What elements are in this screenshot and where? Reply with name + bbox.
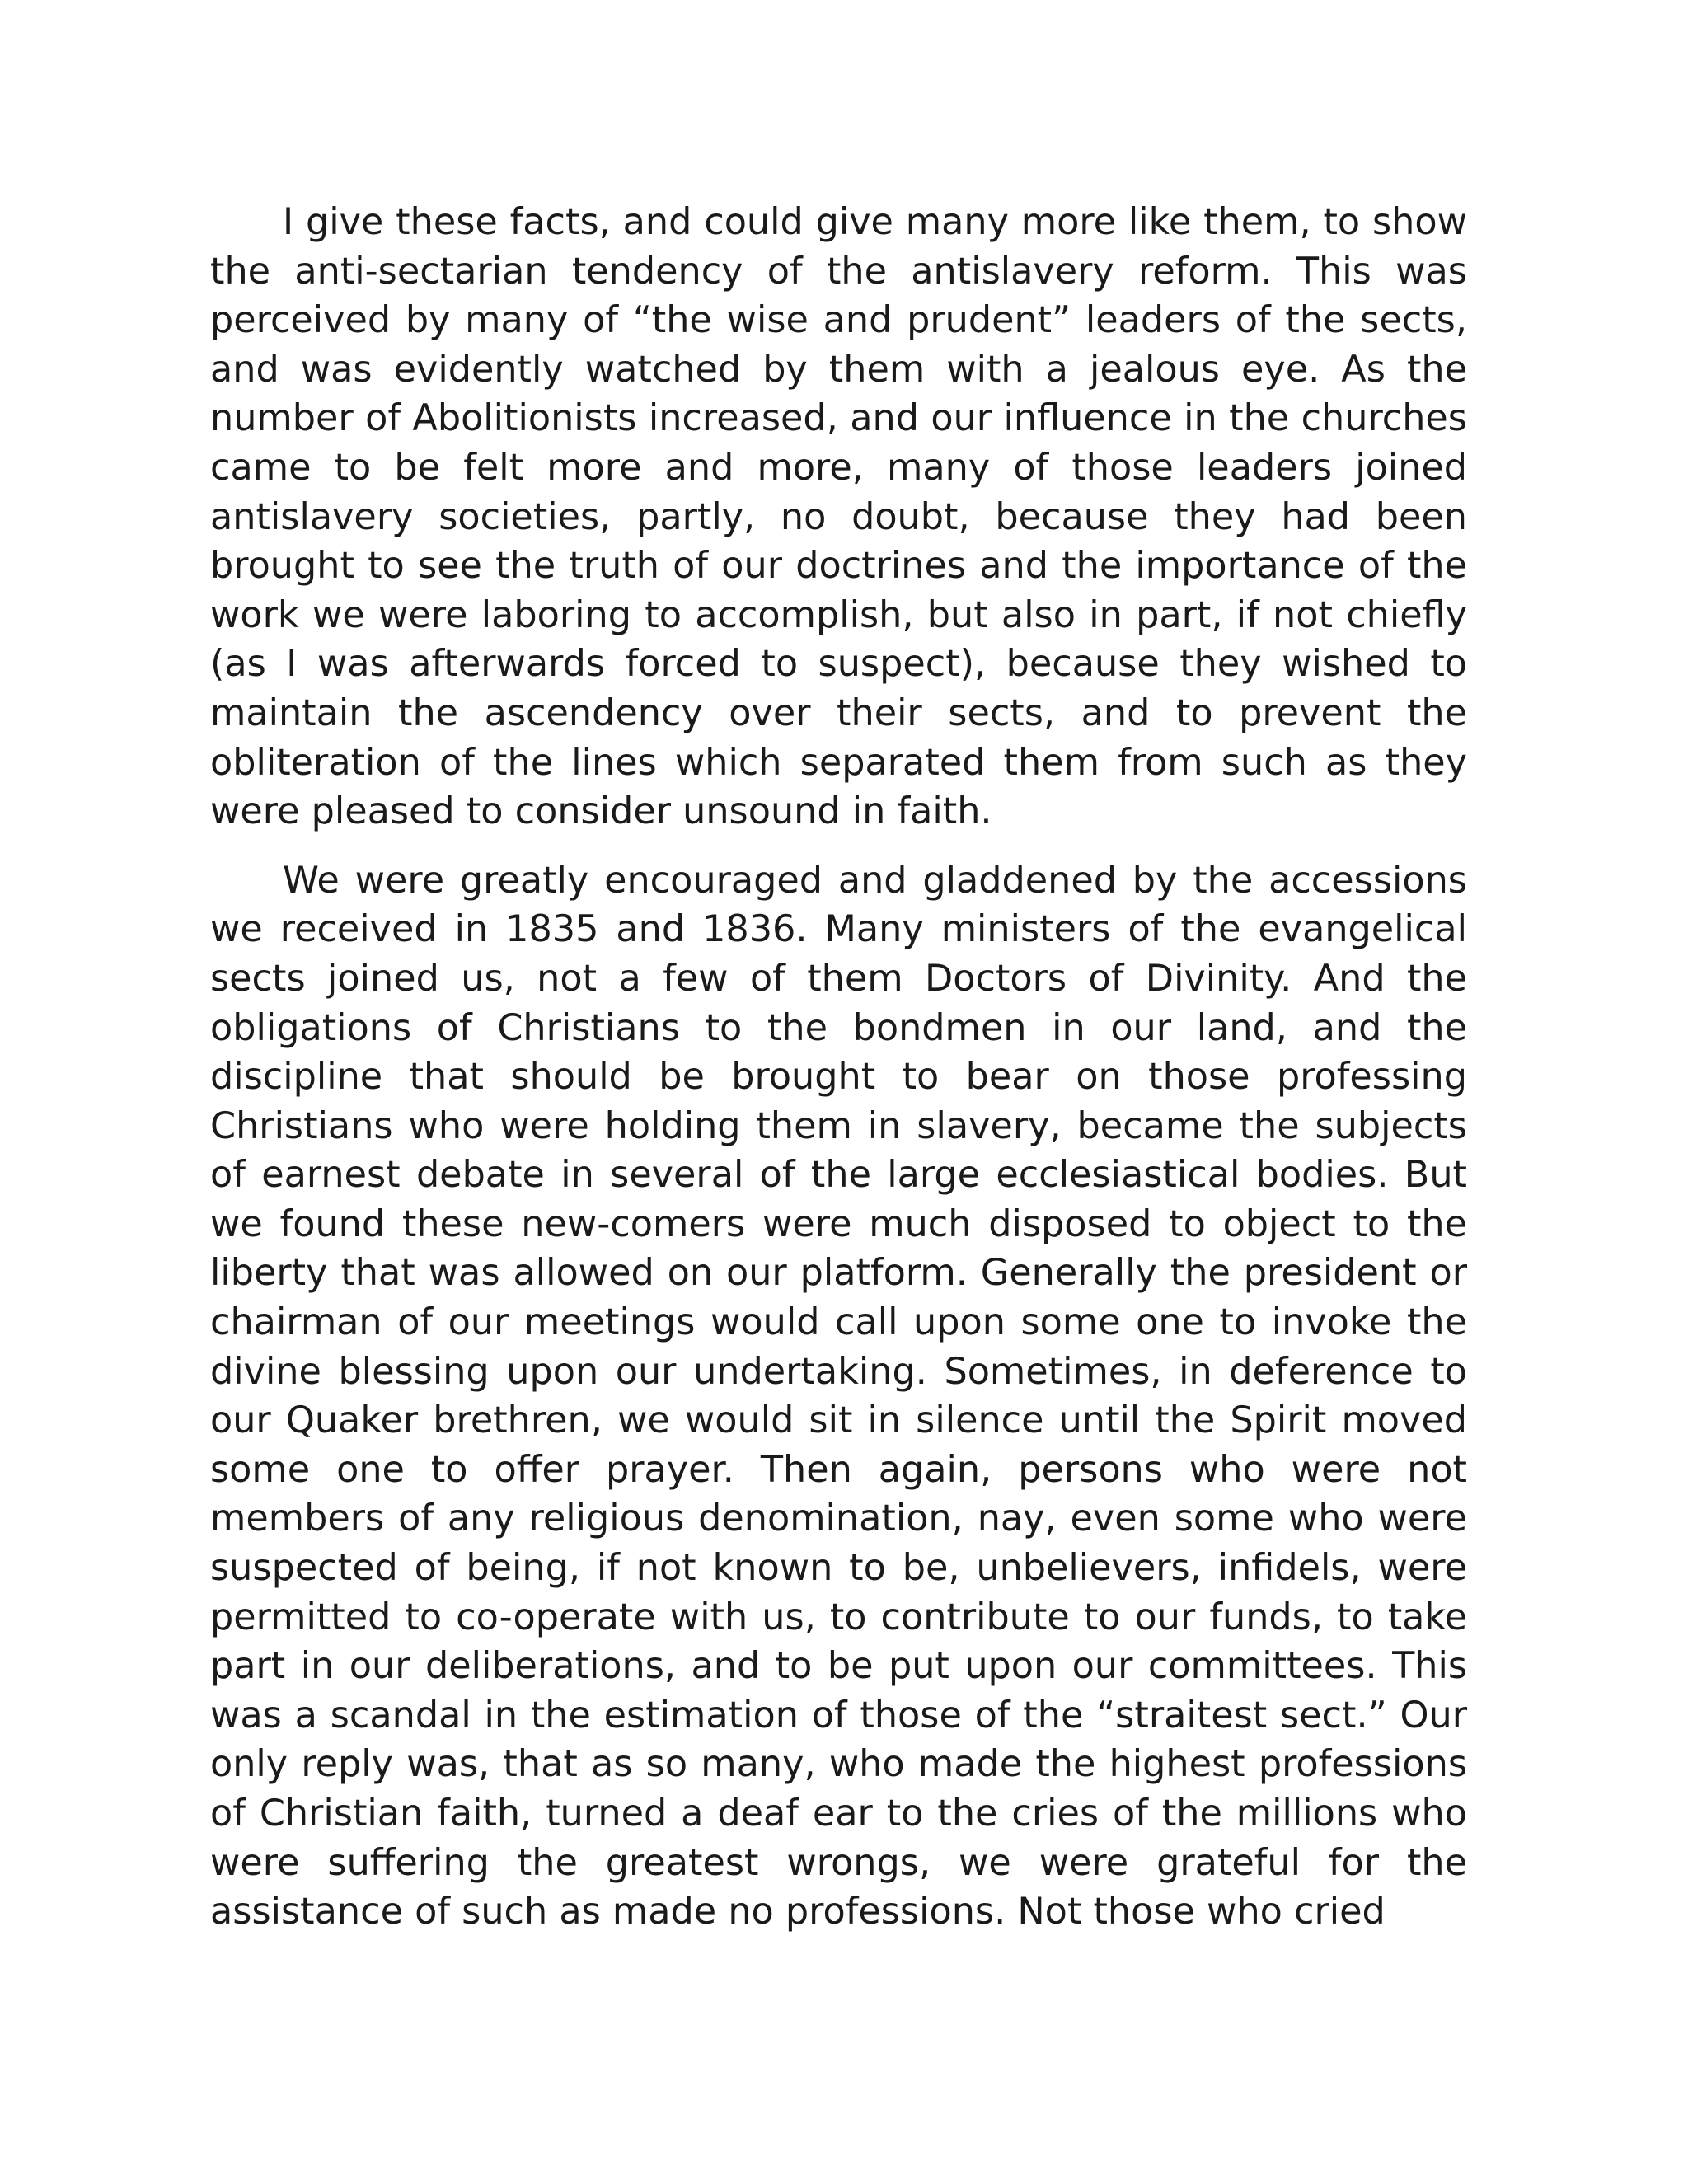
paragraph-2: We were greatly encouraged and gladdened by the accessions we received in 1835 and 1836. Many ministers of the evangelical sects joined us, not a few of them Doctors of Divinity. And the obligations of Christians to the bondmen in our land, and the discipline that should be brought to bear on those professing Christians who were holding them in slavery, became the subjects of earnest debate in several of the large ecclesiastical bodies. But we found these new-comers were much disposed to object to the liberty that was allowed on our platform. Generally the president or chairman of our meetings would call upon some one to invoke the divine blessing upon our undertaking. Sometimes, in deference to our Quaker brethren, we would sit in silence until the Spirit moved some one to offer prayer. Then again, persons who were not members of any religious denomination, nay, even some who were suspected of being, if not known to be, unbelievers, infidels, were permitted to co-operate with us, to contribute to our funds, to take part in our deliberations, and to be put upon our committees. This was a scandal in the estimation of those of the “straitest sect.” Our only reply was, that as so many, who made the highest professions of Christian faith, turned a deaf ear to the cries of the millions who were suffering the greatest wrongs, we were grateful for the assistance of such as made no professions. Not those who cried <box>210 859 1467 1933</box>
body-text <box>210 198 1467 1937</box>
paragraph-1: I give these facts, and could give many more like them, to show the anti-sectarian tendency of the antislavery reform. This was perceived by many of “the wise and prudent” leaders of the sects, and was evidently watched by them with a jealous eye. As the number of Abolitionists increased, and our influence in the churches came to be felt more and more, many of those leaders joined antislavery societies, partly, no doubt, because they had been brought to see the truth of our doctrines and the importance of the work we were laboring to accomplish, but also in part, if not chiefly (as I was afterwards forced to suspect), because they wished to maintain the ascendency over their sects, and to prevent the obliteration of the lines which separated them from such as they were pleased to consider unsound in faith. <box>210 201 1467 833</box>
